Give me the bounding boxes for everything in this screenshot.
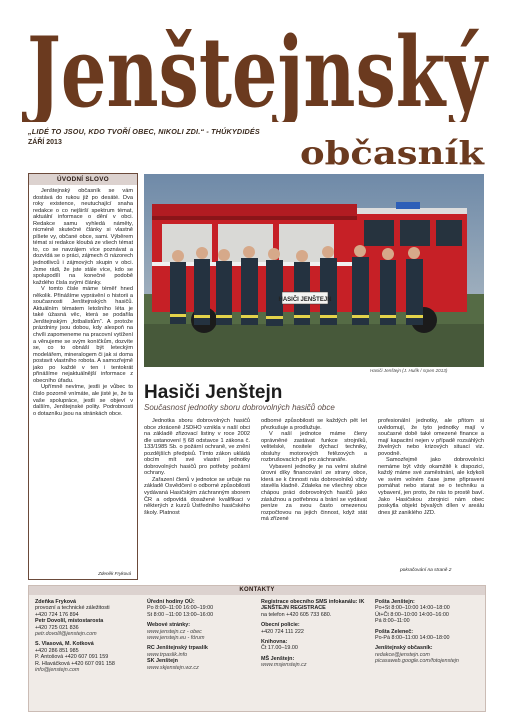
- firefighters-photo: [144, 174, 484, 367]
- contact-line[interactable]: www.skjenstejn.wz.cz: [147, 664, 199, 671]
- contact-line: RC Jenštejnský trpaslík: [147, 645, 208, 652]
- contact-line: MŠ Jenštejn:: [261, 655, 295, 662]
- contact-line: Petr Dovolil, místostarosta: [35, 618, 104, 625]
- article-title: Hasiči Jenštejn: [144, 382, 283, 403]
- contacts-column-1: [35, 599, 143, 673]
- contact-line: Pá 8:00–11:00: [375, 618, 410, 625]
- intro-signature: Zdeněk Fryková: [98, 571, 131, 576]
- contact-line: Úřední hodiny OÚ:: [147, 599, 195, 605]
- contact-line: Po+St 8:00–10:00 14:00–18:00: [375, 605, 450, 612]
- contact-line: +420 725 021 836: [35, 624, 79, 631]
- contact-line: S. Vlasová, M. Kotková: [35, 641, 94, 648]
- contact-line: +420 724 176 894: [35, 611, 79, 618]
- contact-line: Út+Čt 8:00–10:00 14:00–16:00: [375, 611, 449, 618]
- newspaper-subtitle: [296, 132, 488, 172]
- issue-date: ZÁŘÍ 2013: [28, 139, 62, 146]
- contacts-column-2: [147, 599, 257, 671]
- contact-line: Obecní policie:: [261, 622, 300, 629]
- contact-line: Po 8:00–11:00 16:00–19:00: [147, 605, 214, 612]
- masthead: [0, 0, 510, 178]
- motto-quote: „LIDÉ TO JSOU, KDO TVOŘÍ OBEC, NIKOLI ZDI.“ - THÚKYDIDÉS: [28, 127, 260, 136]
- article-paragraph: V naší jednotce máme členy oprávněné zastávat funkce strojníků, velitelské, nositele dýchací techniky, obsluhy motorových řetězových a rozbrušovacích pil pro záchranáře.: [261, 431, 367, 464]
- contact-line: St 8:00 –11:00 13:00–16:00: [147, 611, 214, 618]
- intro-heading: ÚVODNÍ SLOVO: [29, 174, 137, 185]
- article-column-1: [144, 418, 250, 516]
- intro-sidebar: [28, 173, 138, 580]
- article-column-2: [261, 418, 367, 523]
- contact-line: +420 724 111 222: [261, 628, 304, 635]
- article-paragraph: profesionální jednotky, ale přitom si uvědomují, že tyto jednotky mají v současné době také omezené finance a mají kapacitní nejen v případě rozsáhlých živelných nebo krizových situací viz. povodně.: [378, 418, 484, 457]
- contact-line[interactable]: picasaweb.google.com/fotojenstejn: [375, 658, 459, 665]
- contact-line: Pošta Jenštejn:: [375, 599, 415, 605]
- contact-line[interactable]: www.jenstejn.cz - obec: [147, 628, 202, 635]
- continued-note: pokračování na straně 2: [400, 568, 452, 573]
- contact-line[interactable]: www.trpaslik.info: [147, 651, 188, 658]
- article-paragraph: Zařazení členů v jednotce se určuje na základě Osvědčení o odborné způsobilosti vydávaná Hasičským záchranným sborem ČR a odpovídá dosažené kvalifikaci v některých z kurzů Ústředního hasičského školy. Platnost: [144, 476, 250, 516]
- contacts-heading: KONTAKTY: [29, 586, 485, 595]
- article-paragraph: Samozřejmě jako dobrovolníci nemáme být vždy okamžitě k dispozici, každý máme své zaměstnání, ale kdykoli ve svém volném čase jsme připraveni pomáhat nebo starat se o techniku a vybavení, jen proto, že nás to prostě baví. Jako Hasičskou zbrojnici nám obec poskytla objekt bývalých dílen v areálu dnes již zaniklého JZD.: [378, 457, 484, 516]
- contact-line: R. Hlaváčková +420 607 091 158: [35, 660, 115, 667]
- article-paragraph: odborné způsobilosti se každých pět let přezkušuje a prodlužuje.: [261, 418, 367, 431]
- intro-body: [29, 185, 137, 417]
- article-paragraph: Jednotka sboru dobrovolných hasičů obce zkráceně JSDHO vznikla v naší obci na základě zřizovací listiny v roce 2002 dle ustanovení § 68 odstavce 1 zákona č. 133/1985 Sb. o požární ochraně, ve znění pozdějších předpisů. Tímto zákon ukládá obcím mít své vlastní jednotky dobrovolných hasičů pro potřeby požární ochrany.: [144, 418, 250, 477]
- contact-line[interactable]: info@jenstejn.com: [35, 667, 80, 674]
- article-paragraph: Vybavení jednotky je na velmi slušné úrovni díky financování ze strany obce, která se k činnosti nás dobrovolníků vždy stavěla kladně. Zdaleka ne všechny obce chápou práci dobrovolných hasičů jako záslužnou a potřebnou a brání se vydávat peníze za svou často omezenou rozpočtovou na jejich činnost, když stát má zřízené: [261, 463, 367, 523]
- contact-line[interactable]: redakce@jenstejn.com: [375, 651, 430, 658]
- article-subtitle: Současnost jednotky sboru dobrovolných hasičů obce: [144, 403, 335, 412]
- contact-line: na telefon +420 605 733 680.: [261, 611, 332, 618]
- contact-line: Pošta Zeleneč:: [375, 628, 414, 635]
- contact-line: P. Antošová +420 607 091 159: [35, 654, 109, 661]
- contact-line: Registrace obecního SMS infokanálu: IK JENŠTEJN REGISTRACE: [261, 599, 365, 612]
- contact-line: Čt 17.00–19.00: [261, 645, 298, 652]
- article-body: [144, 418, 484, 570]
- intro-paragraph: Jenštejnský občasník se vám dostává do rukou již po desáté. Dva roky existence, neutuchající snaha redakce o co nejširší spektrum témat, aktuální informace o dění v obci. Redakce samu vyhledá náměty, nicméně skutečné články si vlastně píšete vy, občané obce, sami. Výběrem témat si redakce kloubá ze všech témat to, co se navzájem více poznávat a dozvídá se o práci, zájmech či názorech jednotlivců i zájmových skupin v obci. Jsme rádi, že jste stále více, kdo se spolupodílí na konečné podobě každého čísla svými články.: [33, 188, 133, 286]
- intro-paragraph: Upřímně nevíme, jestli je vůbec to číslo pozorně vnímáte, ale jisté je, že ta vaše spolupráce, jestli se objeví v dalším, Jenštejnské polity. Podrobnosti o dotazníku jsou na stránkách obce.: [33, 384, 133, 417]
- contact-line: Webové stránky:: [147, 622, 191, 629]
- title-text: Jenštejnský: [22, 22, 490, 122]
- contact-line: Knihovna:: [261, 639, 288, 646]
- contact-line[interactable]: www.msjenstejn.cz: [261, 662, 307, 669]
- contact-line: +420 286 851 985: [35, 647, 79, 654]
- contact-line: SK Jenštejn: [147, 658, 178, 665]
- contact-line: Zdeňka Fryková: [35, 599, 77, 605]
- photo-caption: Hasiči Jenštejn (J. Hulík / srpen 2013): [370, 368, 448, 373]
- photo-banner-text: HASIČI JENŠTEJN: [278, 297, 332, 303]
- intro-paragraph: V tomto čísle máme téměř hned několik. Přinášíme vyprávění o historii a současnosti Jenštejnských hasičů. Aktuálním tématem letošního léta je také úžasná věc, která se podařila Jenštejnským „fotbalistům“. A protože prázdniny jsou dobou, kdy alespoň na chvíli zapomeneme na pracovní vytížení a věnujeme se svým koníčkům, dozvíte se, co to obnáší být leteckým modelářem, mineralogem či jak si doma postavit vlastního robota. A samozřejmě jako po každé v ten i tentokrát přinášíme nejaktuálnější informace z obecního úřadu.: [33, 286, 133, 384]
- article-column-3: [378, 418, 484, 516]
- contact-line: Jenštejnský občasník:: [375, 645, 433, 652]
- contacts-column-4: [375, 599, 483, 665]
- contact-line: provozní a technické záležitosti: [35, 605, 110, 612]
- newspaper-title: [22, 22, 492, 122]
- subtitle-text: občasník: [300, 134, 485, 172]
- contact-line[interactable]: www.jenstejn.eu - fórum: [147, 635, 205, 642]
- contacts-box: [28, 585, 486, 712]
- contact-line[interactable]: petr.dovolil@jenstejn.com: [35, 631, 97, 638]
- contacts-column-3: [261, 599, 371, 669]
- contact-line: Po-Pá 8:00–11:00 14:00–18:00: [375, 635, 450, 642]
